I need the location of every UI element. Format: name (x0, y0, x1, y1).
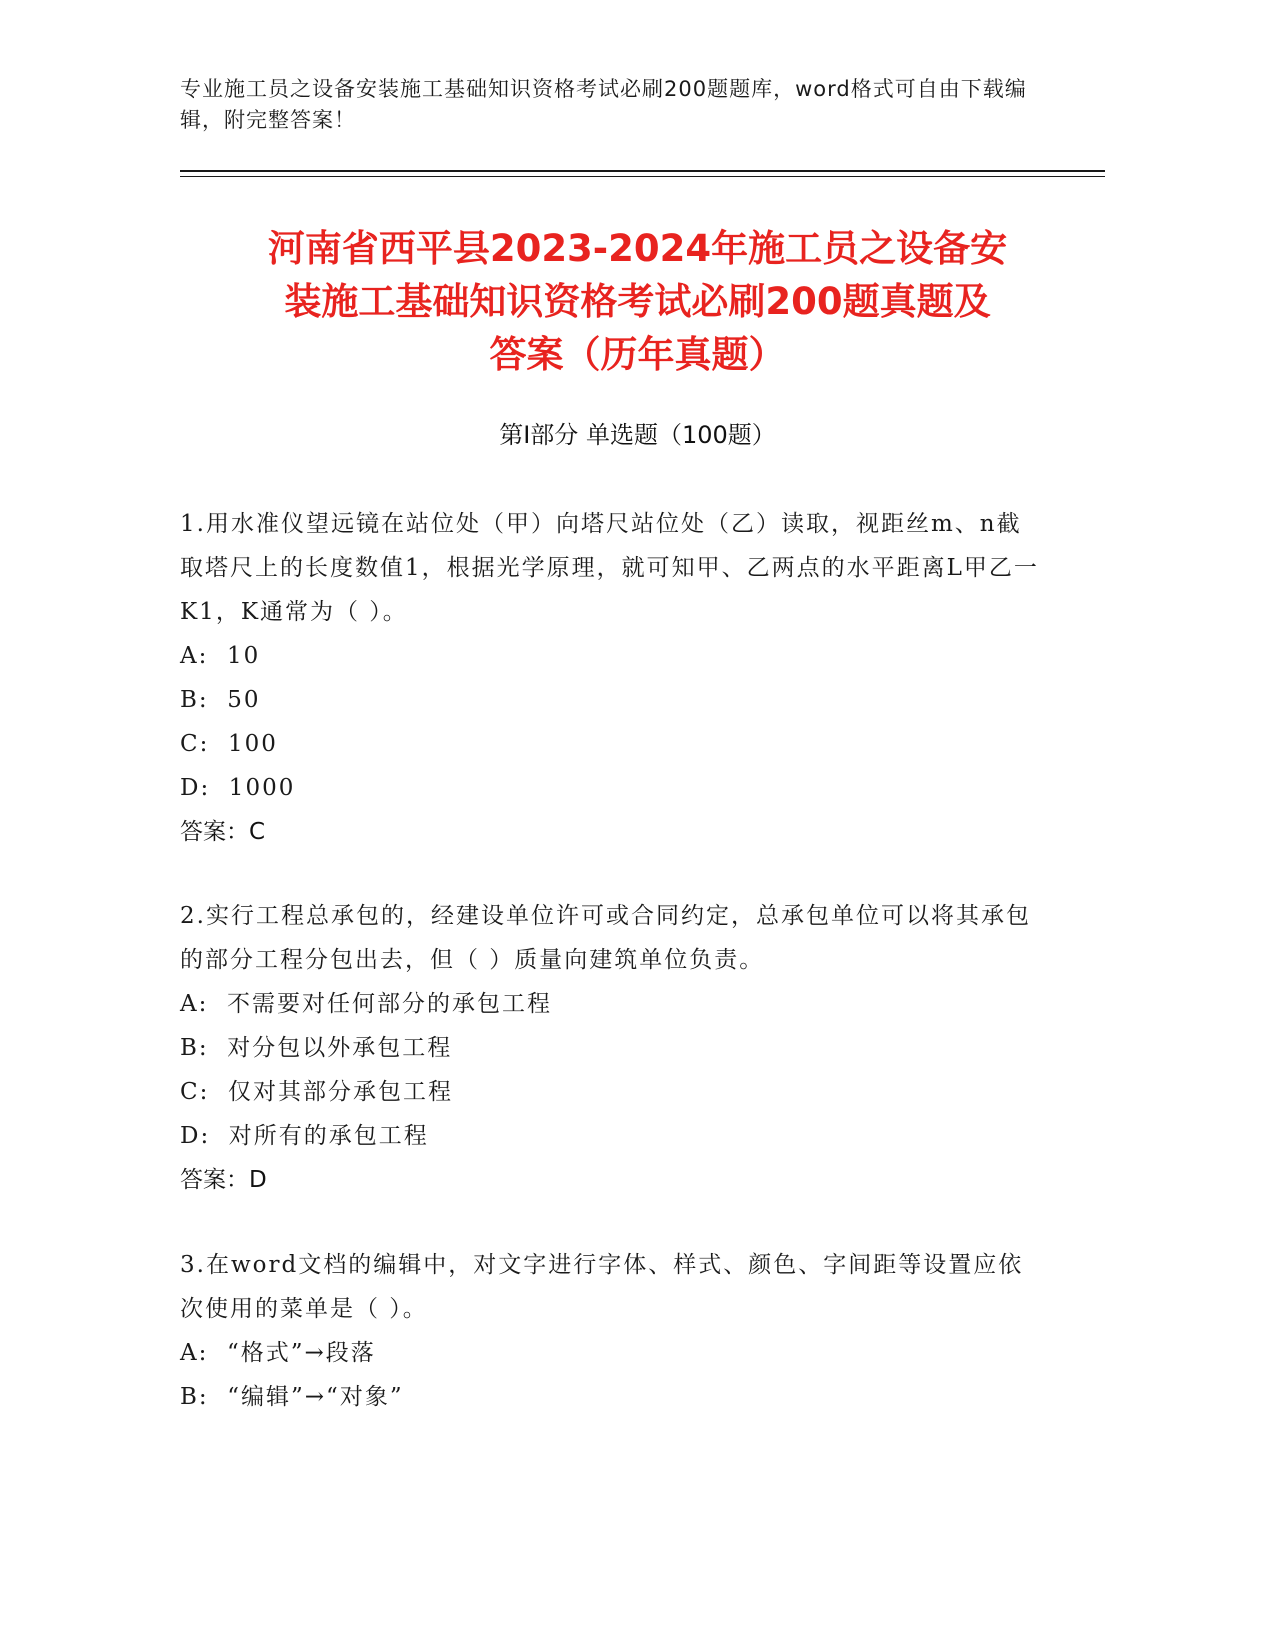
option-b: B: “编辑”→“对象” (180, 1384, 404, 1410)
option-b: B: 50 (180, 687, 261, 713)
answer: 答案：C (180, 819, 266, 845)
option-c: C: 仅对其部分承包工程 (180, 1079, 453, 1105)
option-d: D: 对所有的承包工程 (180, 1123, 429, 1149)
question-3 (180, 1243, 1040, 1419)
question-2 (180, 894, 1040, 1202)
document-title-line-2: 装施工基础知识资格考试必刷200题真题及 (284, 280, 991, 323)
question-stem: 2.实行工程总承包的，经建设单位许可或合同约定，总承包单位可以将其承包的部分工程分包出去，但（ ）质量向建筑单位负责。 (180, 903, 1031, 973)
question-stem: 3.在word文档的编辑中，对文字进行字体、样式、颜色、字间距等设置应依次使用的菜单是（ ）。 (180, 1252, 1024, 1322)
question-stem: 1.用水准仪望远镜在站位处（甲）向塔尺站位处（乙）读取，视距丝m、n截取塔尺上的长度数值1，根据光学原理，就可知甲、乙两点的水平距离L甲乙一K1，K通常为（ ）。 (180, 511, 1039, 625)
header-note: 专业施工员之设备安装施工基础知识资格考试必刷200题题库，word格式可自由下载编辑，附完整答案！ (180, 77, 1027, 132)
section-title: 第Ⅰ部分 单选题（100题） (499, 421, 776, 449)
option-a: A: “格式”→段落 (180, 1340, 376, 1366)
option-a: A: 不需要对任何部分的承包工程 (180, 991, 552, 1017)
document-title (150, 222, 1125, 381)
option-a: A: 10 (180, 643, 261, 669)
question-1 (180, 502, 1040, 854)
option-b: B: 对分包以外承包工程 (180, 1035, 453, 1061)
header-divider-thick (180, 170, 1105, 172)
document-title-line-1: 河南省西平县2023-2024年施工员之设备安 (267, 227, 1008, 270)
option-c: C: 100 (180, 731, 278, 757)
header-divider-thin (180, 176, 1105, 177)
answer: 答案：D (180, 1167, 267, 1193)
option-d: D: 1000 (180, 775, 296, 801)
document-title-line-3: 答案（历年真题） (489, 333, 786, 376)
